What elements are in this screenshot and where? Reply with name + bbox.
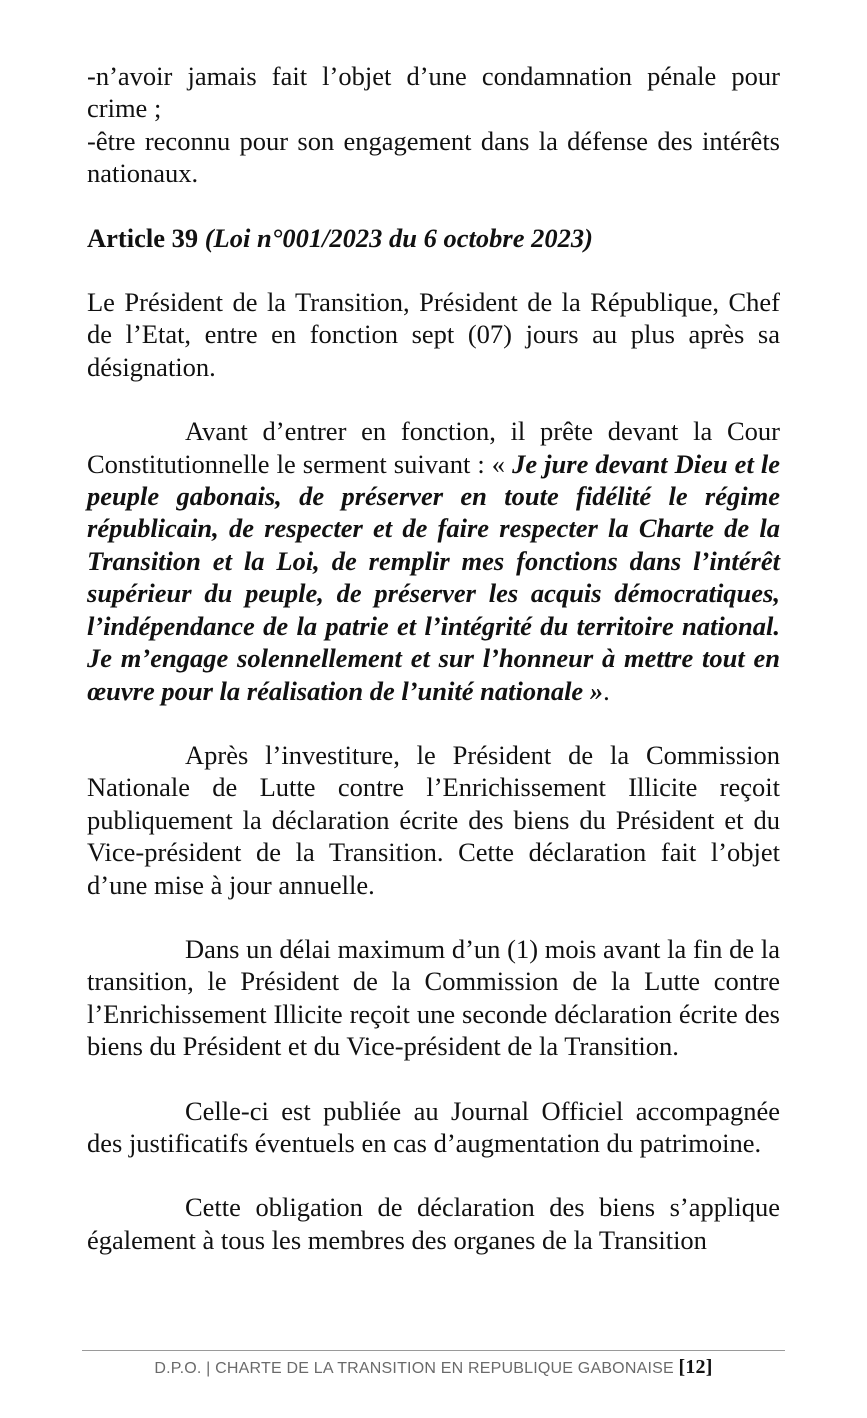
- paragraph: Cette obligation de déclaration des biens s’applique également à tous les membres des organes de la Transition: [87, 1192, 780, 1255]
- condition-item: -être reconnu pour son engagement dans la défense des intérêts nationaux.: [87, 125, 780, 189]
- article-heading: [87, 222, 780, 254]
- footer-divider: [82, 1350, 785, 1351]
- page-number: [12]: [678, 1356, 713, 1378]
- oath-end: .: [603, 675, 610, 706]
- oath-paragraph: [87, 415, 780, 707]
- article-reference: (Loi n°001/2023 du 6 octobre 2023): [204, 222, 593, 253]
- article-title: Article 39: [87, 222, 199, 253]
- paragraph: Celle-ci est publiée au Journal Officiel accompagnée des justificatifs éventuels en cas d’augmentation du patrimoine.: [87, 1095, 780, 1158]
- paragraph: Le Président de la Transition, Président de la République, Chef de l’Etat, entre en fonction sept (07) jours au plus après sa désignation.: [87, 287, 780, 382]
- document-body: [87, 60, 780, 1256]
- footer-text: D.P.O. | CHARTE DE LA TRANSITION EN REPUBLIQUE GABONAISE: [154, 1360, 679, 1377]
- paragraph: Après l’investiture, le Président de la Commission Nationale de Lutte contre l’Enrichissement Illicite reçoit publiquement la déclaration écrite des biens du Président et du Vice-président de la Transition. Cette déclaration fait l’objet d’une mise à jour annuelle.: [87, 739, 780, 900]
- oath-intro: Avant d’entrer en fonction, il prête devant la Cour Constitutionnelle le serment suivant : «: [87, 416, 780, 479]
- paragraph: Dans un délai maximum d’un (1) mois avant la fin de la transition, le Président de la Commission de la Lutte contre l’Enrichissement Illicite reçoit une seconde déclaration écrite des biens du Président et du Vice-président de la Transition.: [87, 933, 780, 1062]
- condition-item: -n’avoir jamais fait l’objet d’une condamnation pénale pour crime ;: [87, 61, 780, 124]
- oath-text: Je jure devant Dieu et le peuple gabonais, de préserver en toute fidélité le régime républicain, de respecter et de faire respecter la Charte de la Transition et la Loi, de remplir mes fonctions dans l’intérêt supérieur du peuple, de préserver les acquis démocratiques, l’indépendance de la patrie et l’intégrité du territoire national. Je m’engage solennellement et sur l’honneur à mettre tout en œuvre pour la réalisation de l’unité nationale »: [87, 448, 780, 706]
- page-footer: [82, 1355, 785, 1381]
